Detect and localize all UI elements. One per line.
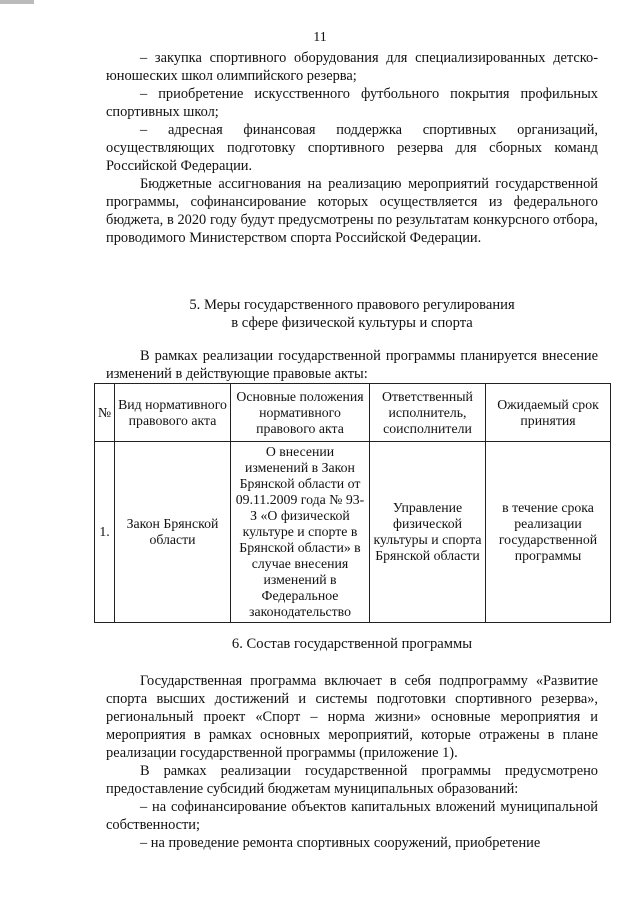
- section6-paragraph: В рамках реализации государственной программы предусмотрено предоставление субсидий бюджетам муниципальных образований:: [106, 763, 598, 797]
- table-header-provisions: Основные положения нормативного правового акта: [231, 384, 370, 442]
- legal-acts-table: [94, 383, 611, 623]
- section5-heading: [106, 296, 598, 332]
- section5-intro-block: [106, 347, 598, 383]
- list-item: – адресная финансовая поддержка спортивных организаций, осуществляющих подготовку спортивного резерва для сборных команд Российской Федерации.: [106, 122, 598, 174]
- section5-heading-line2: в сфере физической культуры и спорта: [231, 315, 473, 331]
- list-item: – на софинансирование объектов капитальных вложений муниципальной собственности;: [106, 799, 598, 833]
- table-header-deadline: Ожидаемый срок принятия: [486, 384, 611, 442]
- table-cell-provisions: О внесении изменений в Закон Брянской области от 09.11.2009 года № 93-З «О физической культуре и спорте в Брянской области» в случае внесения изменений в Федеральное законодательство: [231, 442, 370, 623]
- table-cell-deadline: в течение срока реализации государственной программы: [486, 442, 611, 623]
- section5-heading-line1: 5. Меры государственного правового регулирования: [189, 297, 515, 313]
- table-header-responsible: Ответственный исполнитель, соисполнители: [370, 384, 486, 442]
- section5-intro: В рамках реализации государственной программы планируется внесение изменений в действующие правовые акты:: [106, 348, 598, 382]
- table-header-act-type: Вид нормативного правового акта: [115, 384, 231, 442]
- list-item: – закупка спортивного оборудования для специализированных детско-юношеских школ олимпийского резерва;: [106, 50, 598, 84]
- list-items-top: [106, 49, 598, 247]
- section6-body: [106, 672, 598, 852]
- table-cell-responsible: Управление физической культуры и спорта Брянской области: [370, 442, 486, 623]
- section6-heading: 6. Состав государственной программы: [231, 636, 473, 652]
- table-cell-act-type: Закон Брянской области: [115, 442, 231, 623]
- table-row: [95, 442, 611, 623]
- table-header-number: №: [95, 384, 115, 442]
- table-cell-number: 1.: [95, 442, 115, 623]
- budget-paragraph: Бюджетные ассигнования на реализацию мероприятий государственной программы, софинансирование которых осуществляется из федерального бюджета, в 2020 году будут предусмотрены по результатам конкурсного отбора, проводимого Министерством спорта Российской Федерации.: [106, 176, 598, 246]
- table-header-row: [95, 384, 611, 442]
- page-number: 11: [313, 30, 327, 45]
- list-item: – на проведение ремонта спортивных сооружений, приобретение: [140, 835, 541, 851]
- section6-paragraph: Государственная программа включает в себя подпрограмму «Развитие спорта высших достижений и системы подготовки спортивного резерва», региональный проект «Спорт – норма жизни» основные мероприятия и мероприятия в рамках основных мероприятий, которые отражены в плане реализации государственной программы (приложение 1).: [106, 673, 598, 761]
- list-item: – приобретение искусственного футбольного покрытия профильных спортивных школ;: [106, 86, 598, 120]
